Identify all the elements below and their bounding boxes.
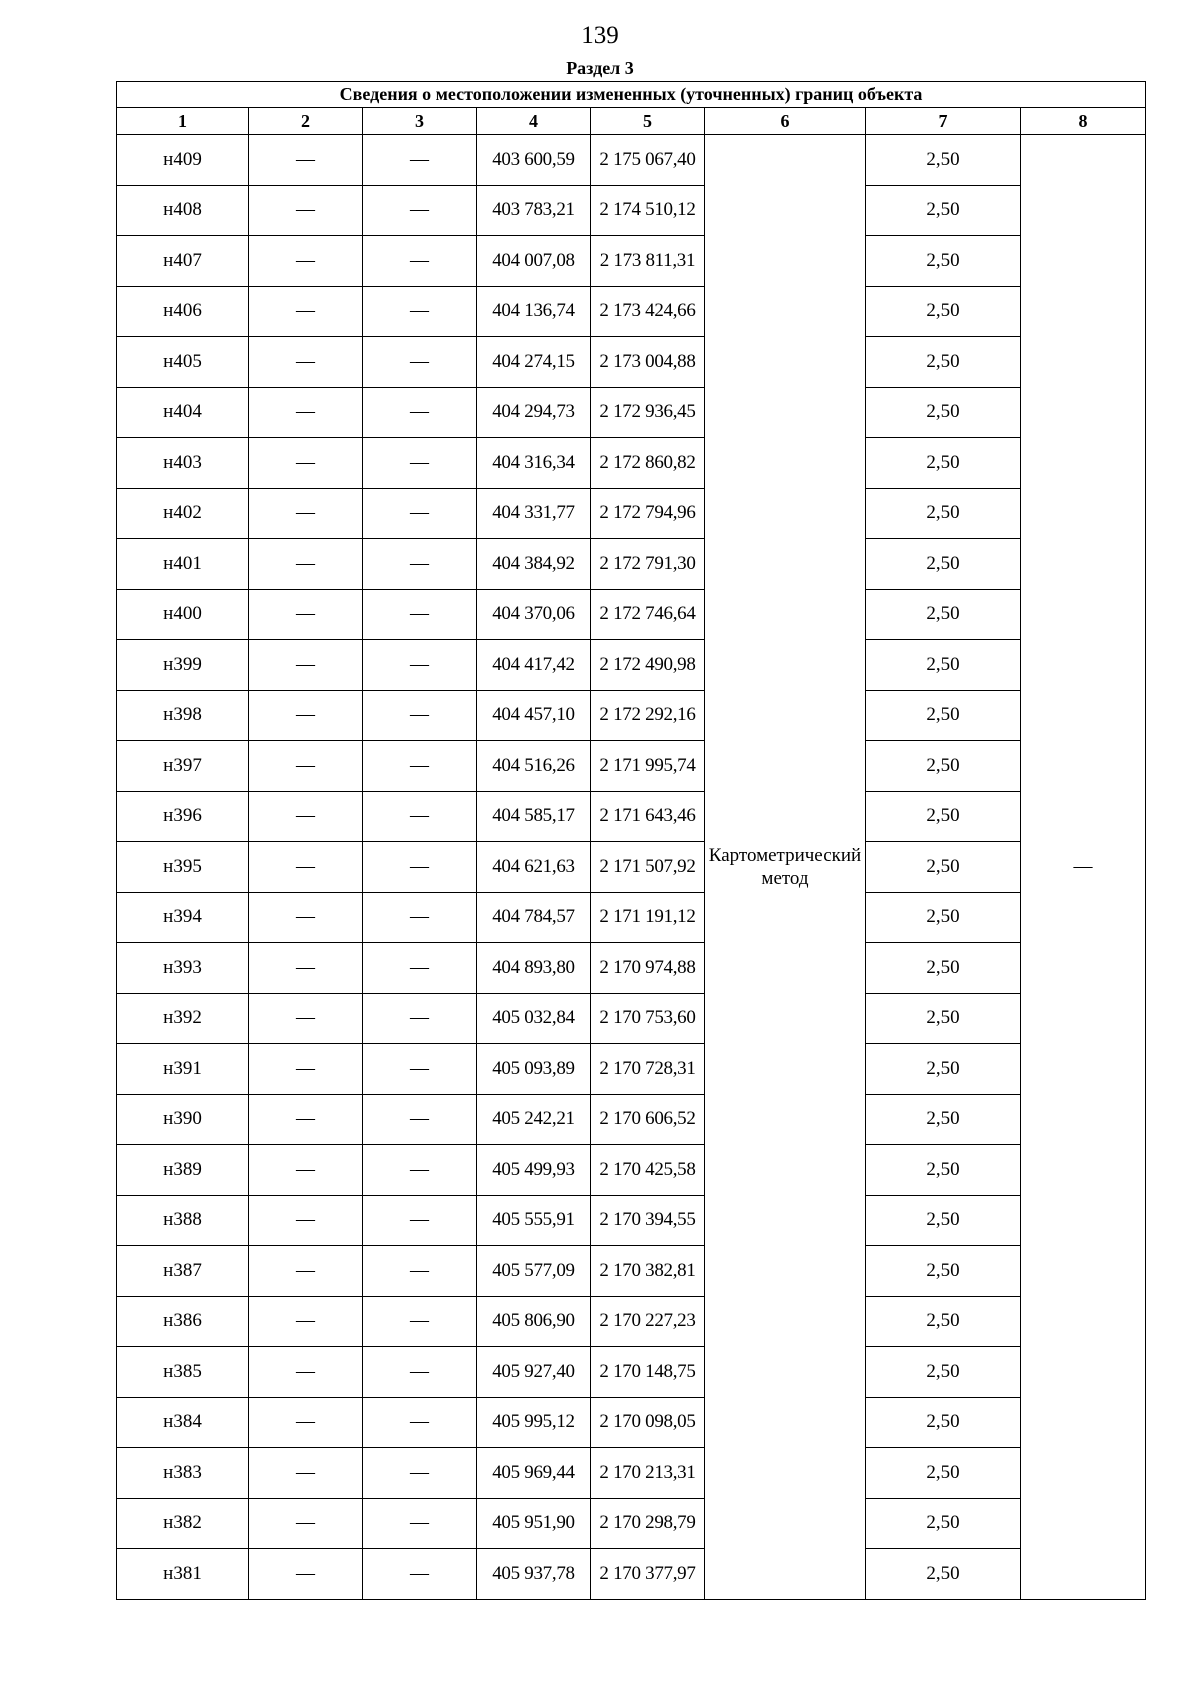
point-cell: н402 bbox=[117, 488, 249, 539]
table-row bbox=[117, 1044, 1146, 1095]
column-2-cell: — bbox=[249, 539, 363, 590]
y-coordinate-cell: 2 170 394,55 bbox=[591, 1195, 705, 1246]
point-cell: н407 bbox=[117, 236, 249, 287]
point-cell: н381 bbox=[117, 1549, 249, 1600]
accuracy-cell: 2,50 bbox=[866, 286, 1021, 337]
point-cell: н395 bbox=[117, 842, 249, 893]
point-cell: н389 bbox=[117, 1145, 249, 1196]
column-2-cell: — bbox=[249, 185, 363, 236]
column-3-cell: — bbox=[363, 791, 477, 842]
column-3-cell: — bbox=[363, 1549, 477, 1600]
point-cell: н405 bbox=[117, 337, 249, 388]
accuracy-cell: 2,50 bbox=[866, 1448, 1021, 1499]
column-3-cell: — bbox=[363, 1397, 477, 1448]
x-coordinate-cell: 405 032,84 bbox=[477, 993, 591, 1044]
accuracy-cell: 2,50 bbox=[866, 1498, 1021, 1549]
point-cell: н382 bbox=[117, 1498, 249, 1549]
table-body bbox=[117, 135, 1146, 1600]
x-coordinate-cell: 405 951,90 bbox=[477, 1498, 591, 1549]
x-coordinate-cell: 404 294,73 bbox=[477, 387, 591, 438]
y-coordinate-cell: 2 170 213,31 bbox=[591, 1448, 705, 1499]
point-cell: н387 bbox=[117, 1246, 249, 1297]
point-cell: н384 bbox=[117, 1397, 249, 1448]
x-coordinate-cell: 404 274,15 bbox=[477, 337, 591, 388]
accuracy-cell: 2,50 bbox=[866, 1347, 1021, 1398]
x-coordinate-cell: 405 242,21 bbox=[477, 1094, 591, 1145]
accuracy-cell: 2,50 bbox=[866, 690, 1021, 741]
table-row bbox=[117, 1549, 1146, 1600]
x-coordinate-cell: 404 384,92 bbox=[477, 539, 591, 590]
column-3-cell: — bbox=[363, 236, 477, 287]
x-coordinate-cell: 403 783,21 bbox=[477, 185, 591, 236]
accuracy-cell: 2,50 bbox=[866, 1296, 1021, 1347]
table-row bbox=[117, 337, 1146, 388]
x-coordinate-cell: 405 577,09 bbox=[477, 1246, 591, 1297]
column-2-cell: — bbox=[249, 943, 363, 994]
x-coordinate-cell: 404 136,74 bbox=[477, 286, 591, 337]
x-coordinate-cell: 404 417,42 bbox=[477, 640, 591, 691]
column-2-cell: — bbox=[249, 1246, 363, 1297]
y-coordinate-cell: 2 175 067,40 bbox=[591, 135, 705, 186]
x-coordinate-cell: 404 316,34 bbox=[477, 438, 591, 489]
x-coordinate-cell: 403 600,59 bbox=[477, 135, 591, 186]
table-row bbox=[117, 539, 1146, 590]
column-3-cell: — bbox=[363, 741, 477, 792]
y-coordinate-cell: 2 170 148,75 bbox=[591, 1347, 705, 1398]
point-cell: н393 bbox=[117, 943, 249, 994]
accuracy-cell: 2,50 bbox=[866, 640, 1021, 691]
accuracy-cell: 2,50 bbox=[866, 589, 1021, 640]
accuracy-cell: 2,50 bbox=[866, 842, 1021, 893]
column-3-cell: — bbox=[363, 438, 477, 489]
y-coordinate-cell: 2 173 424,66 bbox=[591, 286, 705, 337]
x-coordinate-cell: 405 093,89 bbox=[477, 1044, 591, 1095]
point-cell: н391 bbox=[117, 1044, 249, 1095]
column-3-cell: — bbox=[363, 1195, 477, 1246]
y-coordinate-cell: 2 172 860,82 bbox=[591, 438, 705, 489]
column-2-cell: — bbox=[249, 1347, 363, 1398]
column-2-cell: — bbox=[249, 438, 363, 489]
point-cell: н390 bbox=[117, 1094, 249, 1145]
point-cell: н404 bbox=[117, 387, 249, 438]
column-3-cell: — bbox=[363, 589, 477, 640]
y-coordinate-cell: 2 170 227,23 bbox=[591, 1296, 705, 1347]
column-2-cell: — bbox=[249, 1397, 363, 1448]
x-coordinate-cell: 405 499,93 bbox=[477, 1145, 591, 1196]
table-row bbox=[117, 438, 1146, 489]
y-coordinate-cell: 2 170 753,60 bbox=[591, 993, 705, 1044]
accuracy-cell: 2,50 bbox=[866, 1094, 1021, 1145]
y-coordinate-cell: 2 172 490,98 bbox=[591, 640, 705, 691]
column-2-cell: — bbox=[249, 236, 363, 287]
table-row bbox=[117, 1498, 1146, 1549]
accuracy-cell: 2,50 bbox=[866, 539, 1021, 590]
table-row bbox=[117, 993, 1146, 1044]
x-coordinate-cell: 405 995,12 bbox=[477, 1397, 591, 1448]
coordinates-table bbox=[116, 81, 1146, 1600]
point-cell: н401 bbox=[117, 539, 249, 590]
point-cell: н385 bbox=[117, 1347, 249, 1398]
table-row bbox=[117, 185, 1146, 236]
point-cell: н386 bbox=[117, 1296, 249, 1347]
y-coordinate-cell: 2 170 377,97 bbox=[591, 1549, 705, 1600]
column-3-cell: — bbox=[363, 387, 477, 438]
accuracy-cell: 2,50 bbox=[866, 791, 1021, 842]
column-2-cell: — bbox=[249, 1448, 363, 1499]
table-row bbox=[117, 1397, 1146, 1448]
column-3-cell: — bbox=[363, 135, 477, 186]
column-number-6: 6 bbox=[705, 108, 866, 135]
x-coordinate-cell: 404 457,10 bbox=[477, 690, 591, 741]
x-coordinate-cell: 405 806,90 bbox=[477, 1296, 591, 1347]
point-cell: н399 bbox=[117, 640, 249, 691]
x-coordinate-cell: 404 516,26 bbox=[477, 741, 591, 792]
page-number: 139 bbox=[581, 22, 619, 49]
x-coordinate-cell: 404 784,57 bbox=[477, 892, 591, 943]
column-2-cell: — bbox=[249, 1094, 363, 1145]
table-row bbox=[117, 892, 1146, 943]
column-number-1: 1 bbox=[117, 108, 249, 135]
x-coordinate-cell: 404 893,80 bbox=[477, 943, 591, 994]
y-coordinate-cell: 2 170 974,88 bbox=[591, 943, 705, 994]
column-2-cell: — bbox=[249, 993, 363, 1044]
y-coordinate-cell: 2 170 298,79 bbox=[591, 1498, 705, 1549]
column-3-cell: — bbox=[363, 1094, 477, 1145]
column-3-cell: — bbox=[363, 690, 477, 741]
point-cell: н397 bbox=[117, 741, 249, 792]
accuracy-cell: 2,50 bbox=[866, 1246, 1021, 1297]
column-3-cell: — bbox=[363, 892, 477, 943]
y-coordinate-cell: 2 171 507,92 bbox=[591, 842, 705, 893]
column-2-cell: — bbox=[249, 337, 363, 388]
table-row bbox=[117, 690, 1146, 741]
table-row bbox=[117, 640, 1146, 691]
column-2-cell: — bbox=[249, 1498, 363, 1549]
column-8-cell: — bbox=[1021, 135, 1146, 1600]
column-2-cell: — bbox=[249, 1044, 363, 1095]
column-number-row bbox=[117, 108, 1146, 135]
column-3-cell: — bbox=[363, 185, 477, 236]
accuracy-cell: 2,50 bbox=[866, 488, 1021, 539]
column-2-cell: — bbox=[249, 1549, 363, 1600]
column-2-cell: — bbox=[249, 640, 363, 691]
table-row bbox=[117, 791, 1146, 842]
column-3-cell: — bbox=[363, 640, 477, 691]
accuracy-cell: 2,50 bbox=[866, 236, 1021, 287]
table-row bbox=[117, 1448, 1146, 1499]
accuracy-cell: 2,50 bbox=[866, 993, 1021, 1044]
x-coordinate-cell: 404 007,08 bbox=[477, 236, 591, 287]
column-3-cell: — bbox=[363, 1448, 477, 1499]
table-row bbox=[117, 741, 1146, 792]
point-cell: н392 bbox=[117, 993, 249, 1044]
table-row bbox=[117, 135, 1146, 186]
column-number-5: 5 bbox=[591, 108, 705, 135]
y-coordinate-cell: 2 170 382,81 bbox=[591, 1246, 705, 1297]
column-2-cell: — bbox=[249, 589, 363, 640]
column-2-cell: — bbox=[249, 488, 363, 539]
table-row bbox=[117, 1347, 1146, 1398]
column-3-cell: — bbox=[363, 993, 477, 1044]
point-cell: н400 bbox=[117, 589, 249, 640]
y-coordinate-cell: 2 170 606,52 bbox=[591, 1094, 705, 1145]
table-row bbox=[117, 589, 1146, 640]
y-coordinate-cell: 2 170 728,31 bbox=[591, 1044, 705, 1095]
accuracy-cell: 2,50 bbox=[866, 387, 1021, 438]
x-coordinate-cell: 405 555,91 bbox=[477, 1195, 591, 1246]
column-3-cell: — bbox=[363, 539, 477, 590]
point-cell: н406 bbox=[117, 286, 249, 337]
column-3-cell: — bbox=[363, 488, 477, 539]
column-3-cell: — bbox=[363, 1498, 477, 1549]
table-row bbox=[117, 1145, 1146, 1196]
accuracy-cell: 2,50 bbox=[866, 943, 1021, 994]
y-coordinate-cell: 2 171 995,74 bbox=[591, 741, 705, 792]
column-number-2: 2 bbox=[249, 108, 363, 135]
table-row bbox=[117, 1094, 1146, 1145]
y-coordinate-cell: 2 172 791,30 bbox=[591, 539, 705, 590]
method-cell: Картометрический метод bbox=[705, 135, 866, 1600]
column-3-cell: — bbox=[363, 337, 477, 388]
column-2-cell: — bbox=[249, 690, 363, 741]
column-number-3: 3 bbox=[363, 108, 477, 135]
y-coordinate-cell: 2 172 292,16 bbox=[591, 690, 705, 741]
column-2-cell: — bbox=[249, 741, 363, 792]
table-row bbox=[117, 488, 1146, 539]
column-2-cell: — bbox=[249, 791, 363, 842]
column-3-cell: — bbox=[363, 1145, 477, 1196]
column-number-8: 8 bbox=[1021, 108, 1146, 135]
y-coordinate-cell: 2 170 425,58 bbox=[591, 1145, 705, 1196]
point-cell: н388 bbox=[117, 1195, 249, 1246]
y-coordinate-cell: 2 174 510,12 bbox=[591, 185, 705, 236]
column-2-cell: — bbox=[249, 1296, 363, 1347]
accuracy-cell: 2,50 bbox=[866, 1145, 1021, 1196]
x-coordinate-cell: 404 370,06 bbox=[477, 589, 591, 640]
table-caption: Сведения о местоположении измененных (уточненных) границ объекта bbox=[117, 82, 1146, 108]
column-2-cell: — bbox=[249, 1195, 363, 1246]
point-cell: н408 bbox=[117, 185, 249, 236]
point-cell: н409 bbox=[117, 135, 249, 186]
column-number-4: 4 bbox=[477, 108, 591, 135]
table-row bbox=[117, 1296, 1146, 1347]
column-3-cell: — bbox=[363, 943, 477, 994]
column-2-cell: — bbox=[249, 387, 363, 438]
accuracy-cell: 2,50 bbox=[866, 1549, 1021, 1600]
column-2-cell: — bbox=[249, 842, 363, 893]
accuracy-cell: 2,50 bbox=[866, 1397, 1021, 1448]
column-2-cell: — bbox=[249, 892, 363, 943]
point-cell: н383 bbox=[117, 1448, 249, 1499]
point-cell: н396 bbox=[117, 791, 249, 842]
accuracy-cell: 2,50 bbox=[866, 741, 1021, 792]
accuracy-cell: 2,50 bbox=[866, 185, 1021, 236]
column-2-cell: — bbox=[249, 135, 363, 186]
x-coordinate-cell: 404 621,63 bbox=[477, 842, 591, 893]
column-3-cell: — bbox=[363, 1296, 477, 1347]
x-coordinate-cell: 405 937,78 bbox=[477, 1549, 591, 1600]
y-coordinate-cell: 2 172 794,96 bbox=[591, 488, 705, 539]
column-3-cell: — bbox=[363, 1044, 477, 1095]
x-coordinate-cell: 405 927,40 bbox=[477, 1347, 591, 1398]
y-coordinate-cell: 2 173 004,88 bbox=[591, 337, 705, 388]
x-coordinate-cell: 404 585,17 bbox=[477, 791, 591, 842]
x-coordinate-cell: 405 969,44 bbox=[477, 1448, 591, 1499]
accuracy-cell: 2,50 bbox=[866, 337, 1021, 388]
table-row bbox=[117, 1195, 1146, 1246]
y-coordinate-cell: 2 171 643,46 bbox=[591, 791, 705, 842]
accuracy-cell: 2,50 bbox=[866, 892, 1021, 943]
point-cell: н398 bbox=[117, 690, 249, 741]
accuracy-cell: 2,50 bbox=[866, 1044, 1021, 1095]
y-coordinate-cell: 2 170 098,05 bbox=[591, 1397, 705, 1448]
column-3-cell: — bbox=[363, 842, 477, 893]
point-cell: н403 bbox=[117, 438, 249, 489]
y-coordinate-cell: 2 172 746,64 bbox=[591, 589, 705, 640]
table-row bbox=[117, 943, 1146, 994]
table-row bbox=[117, 842, 1146, 893]
column-2-cell: — bbox=[249, 286, 363, 337]
accuracy-cell: 2,50 bbox=[866, 1195, 1021, 1246]
accuracy-cell: 2,50 bbox=[866, 135, 1021, 186]
table-row bbox=[117, 387, 1146, 438]
table-row bbox=[117, 236, 1146, 287]
table-row bbox=[117, 1246, 1146, 1297]
column-3-cell: — bbox=[363, 1246, 477, 1297]
column-3-cell: — bbox=[363, 1347, 477, 1398]
column-3-cell: — bbox=[363, 286, 477, 337]
column-number-7: 7 bbox=[866, 108, 1021, 135]
y-coordinate-cell: 2 173 811,31 bbox=[591, 236, 705, 287]
y-coordinate-cell: 2 171 191,12 bbox=[591, 892, 705, 943]
table-row bbox=[117, 286, 1146, 337]
x-coordinate-cell: 404 331,77 bbox=[477, 488, 591, 539]
section-title: Раздел 3 bbox=[566, 58, 634, 78]
point-cell: н394 bbox=[117, 892, 249, 943]
accuracy-cell: 2,50 bbox=[866, 438, 1021, 489]
y-coordinate-cell: 2 172 936,45 bbox=[591, 387, 705, 438]
column-2-cell: — bbox=[249, 1145, 363, 1196]
